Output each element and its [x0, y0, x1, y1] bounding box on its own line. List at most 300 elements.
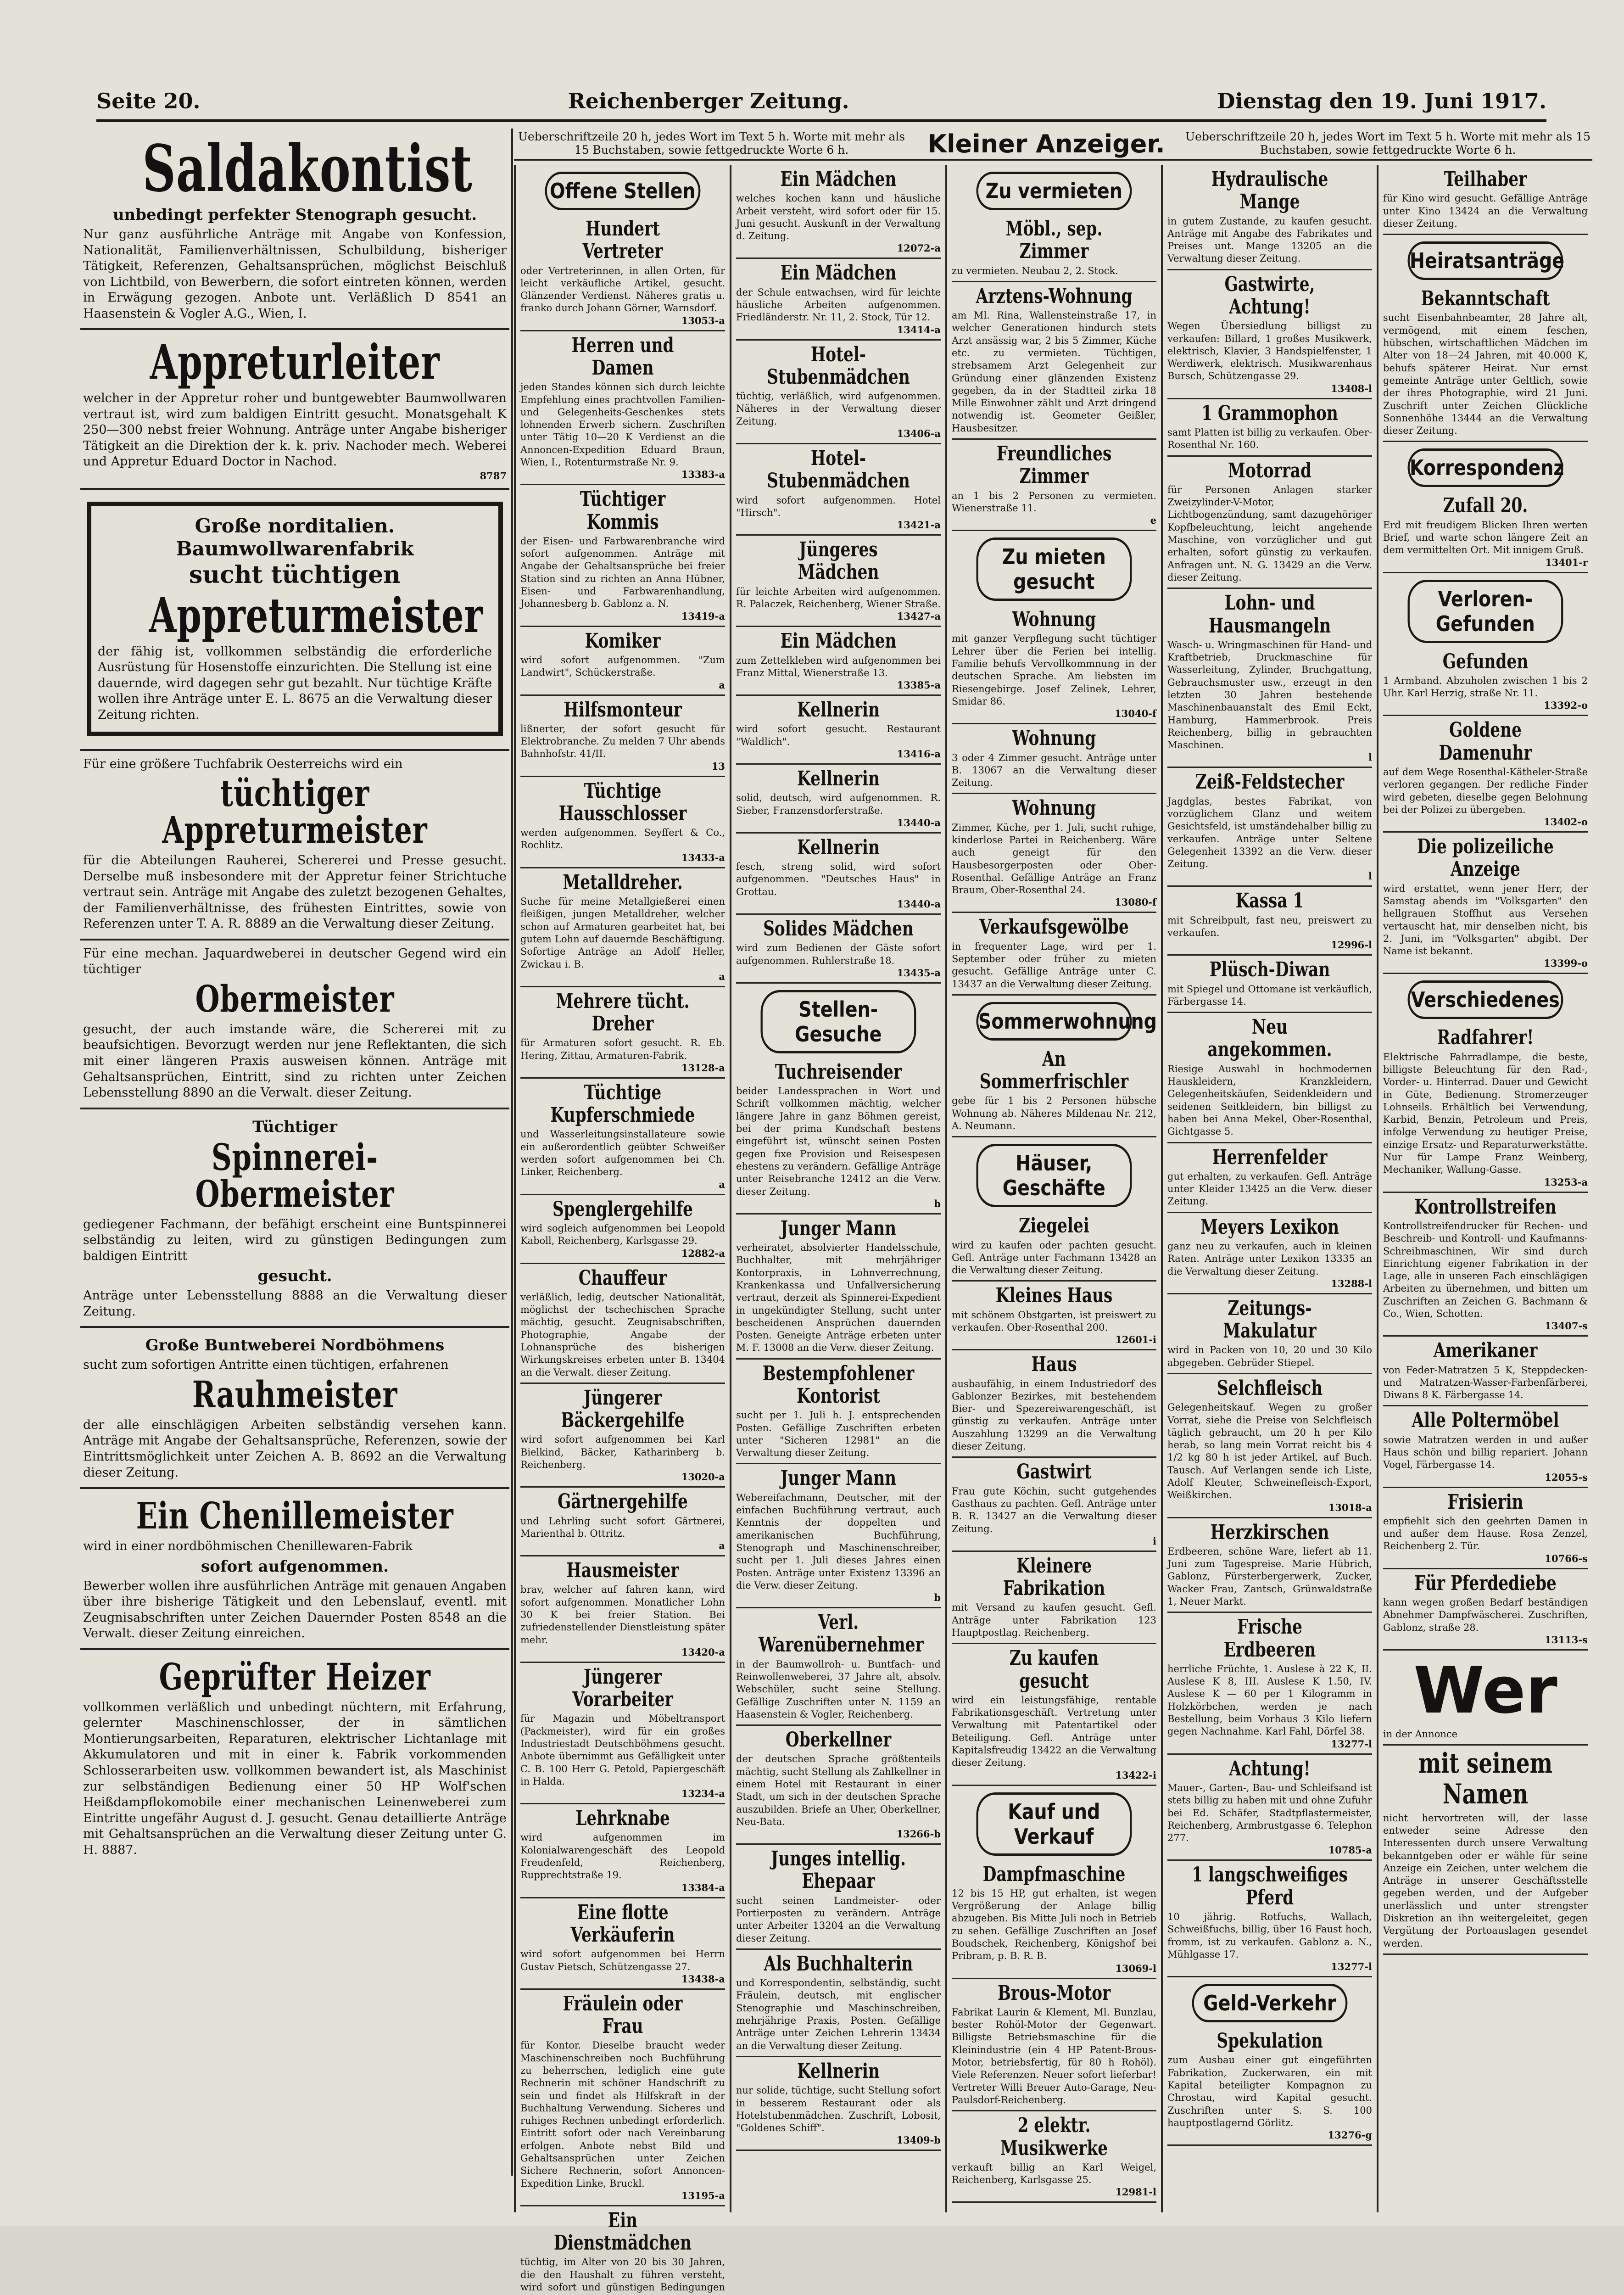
classified-heading: Tüchtiger Kommis [580, 487, 666, 534]
classified-heading: Gefunden [1442, 649, 1529, 673]
classified-heading: Jüngerer Vorarbeiter [572, 1665, 673, 1712]
classified-code: a [719, 679, 725, 691]
classified-ad [952, 1979, 1156, 2112]
classified-ad [1167, 1613, 1372, 1754]
section-heading: Verschiedenes [1408, 980, 1563, 1019]
classified-text: mit Spiegel und Ottomane ist verkäuflich, Färbergasse 14. [1167, 983, 1372, 1007]
classified-heading: Kleines Haus [995, 1284, 1113, 1308]
classified-ad [1167, 1374, 1372, 1518]
classified-text: mit schönem Obstgarten, ist preiswert zu verkaufen. Ober-Rosenthal 200. [952, 1309, 1156, 1333]
classified-ad [520, 1079, 725, 1195]
classified-heading: Wer [1413, 1653, 1557, 1728]
classified-ad [952, 1350, 1156, 1458]
classified-text: in frequenter Lage, wird per 1. September oder früher zu mieten gesucht. Gefällige Anträge unter C. 13437 an die Verwaltung dieser Zeitung. [952, 940, 1156, 990]
column-rule [511, 129, 513, 2176]
classified-ad [736, 1215, 941, 1360]
classified-code: 12981-l [1115, 2186, 1156, 2198]
classified-heading: Zeiß-Feldstecher [1195, 770, 1345, 794]
classified-ad [520, 1195, 725, 1264]
ad-text2: Anträge unter Lebensstellung 8888 an die Verwaltung dieser Zeitung. [83, 1288, 507, 1319]
classified-heading: Oberkellner [785, 1728, 892, 1752]
classified-heading: Kassa 1 [1235, 889, 1304, 913]
classified-text: nicht hervortreten will, der lasse entweder seine Adresse den Interessenten durch unsere Verwaltung bekanntgeben oder er wähle für seine Anzeige ein Zeichen, unter welchem die Anträge in unserer Geschäftsstelle gegeben werden, und der Aufgeber unerlässlich und unter strengster Diskretion an ihn weitergeleitet, gegen Vergütung der Portoauslagen gesendet werden. [1383, 1812, 1588, 1949]
ad-intro: Für eine größere Tuchfabrik Oesterreichs wird ein [83, 756, 403, 771]
classified-ad [736, 536, 941, 627]
classified-heading: Eine flotte Verkäuferin [570, 1900, 675, 1947]
ad-text: für die Abteilungen Rauherei, Schererei und Presse gesucht. Derselbe muß insbesondere mit der Appretur feiner Strichtuche vertraut sein. Anträge mit Angabe des zuletzt bezogenen Gehaltes, der Familienverhältnisse, des frühesten Eintrittes, sowie von Referenzen unter T. A. R. 8889 an die Verwaltung dieser Zeitung. [83, 853, 507, 931]
ad-subtitle: unbedingt perfekter Stenograph gesucht. [112, 206, 477, 224]
classified-ad [736, 2057, 941, 2151]
ad-rauhmeister [80, 1328, 509, 1489]
classified-heading: Achtung! [1229, 1757, 1311, 1780]
classified-ad [1167, 2027, 1372, 2146]
classified-ad [1383, 648, 1588, 716]
classified-code: 13383-a [681, 469, 725, 481]
classified-ad [952, 605, 1156, 724]
classified-text: wird aufgenommen im Kolonialwarengeschäft des Leopold Freudenfeld, Reichenberg, Rupprechtstraße 19. [520, 1832, 725, 1881]
classified-text: verläßlich, ledig, deutscher Nationalität, möglichst der tschechischen Sprache mächtig, gesucht. Zeugnisabschriften, Photographie, Angabe der Lohnansprüche des bisherigen Wirkungskreises erbeten unter B. 13404 an die Verwalt. dieser Zeitung. [520, 1291, 725, 1378]
classified-heading: Haus [1031, 1353, 1077, 1377]
classified-heading: 1 langschweifiges Pferd [1192, 1863, 1348, 1909]
ad-chenillemeister [80, 1489, 509, 1650]
newspaper-title: Reichenberger Zeitung. [568, 89, 849, 113]
ad-intro: Für eine mechan. Jaquardweberei in deutscher Gegend wird ein tüchtiger [83, 946, 507, 977]
classified-heading: 2 elektr. Musikwerke [1000, 2114, 1108, 2160]
price-notice-right: Ueberschriftzeile 20 h, jedes Wort im Text 5 h. Worte mit mehr als 15 Buchstaben, sowie fettgedruckte Worte 6 h. [1183, 129, 1592, 161]
classified-code: 13433-a [681, 851, 725, 863]
classified-code: 13438-a [681, 1973, 725, 1985]
classified-code: 13401-r [1545, 556, 1588, 568]
classified-text: wird sofort aufgenommen bei Karl Bielkind, Bäcker, Katharinberg b. Reichenberg. [520, 1434, 725, 1470]
classified-text: ausbaufähig, in einem Industriedorf des Gablonzer Bezirkes, mit bestehendem Bier- und Spezereiwarengeschäft, ist günstig zu verkaufen. Anträge unter Auszahlung 13299 an die Verwaltung dieser Zeitung. [952, 1378, 1156, 1452]
classified-text: für leichte Arbeiten wird aufgenommen. R. Palaczek, Reichenberg, Wiener Straße. [736, 586, 941, 610]
classified-ad [736, 627, 941, 696]
section-heading: Stellen-Gesuche [761, 990, 916, 1053]
classified-heading: Brous-Motor [997, 1981, 1111, 2005]
classified-code: 13276-g [1328, 2129, 1372, 2141]
classified-code: 13406-a [897, 428, 941, 440]
classified-ad [952, 913, 1156, 995]
classifieds [514, 129, 1592, 2293]
ad-strong: sofort aufgenommen. [201, 1557, 389, 1576]
classified-text: werden aufgenommen. Seyffert & Co., Rochlitz. [520, 827, 725, 851]
issue-date: Dienstag den 19. Juni 1917. [1217, 89, 1546, 113]
classified-column-2 [730, 165, 945, 2212]
classified-heading: Goldene Damenuhr [1439, 718, 1532, 765]
classified-text: Suche für meine Metallgießerei einen fleißigen, jungen Metalldreher, welcher schon auf Armaturen gearbeitet hat, bei gutem Lohn auf dauernde Beschäftigung. Sofortige Anträge an Adolf Heller, Zwickau i. B. [520, 896, 725, 970]
classified-heading: Lehrknabe [575, 1807, 670, 1830]
ad-tuechtiger-appreturmeister [80, 751, 509, 940]
section-heading: Zu vermieten [977, 172, 1132, 210]
classified-text: empfiehlt sich den geehrten Damen in und außer dem Hause. Rosa Zenzel, Reichenberg 2. Tür. [1383, 1515, 1588, 1552]
classified-text: Webereifachmann, Deutscher, mit der einfachen Buchführung vertraut, auch Kenntnis der doppelten und amerikanischen Buchführung, Stenograph und Maschinenschreiber, sucht per 1. Juli dieses Jahres einen Posten. Anträge unter Existenz 13396 an die Verw. dieser Zeitung. [736, 1492, 941, 1591]
classified-text: und Wasserleitungsinstallateure sowie ein außerordentlich geübter Schweißer werden sofort aufgenommen bei Ch. Linker, Reichenberg. [520, 1129, 725, 1178]
classified-ad [1383, 1024, 1588, 1192]
classified-heading: Teilhaber [1444, 168, 1527, 191]
classified-code: 13409-b [896, 2134, 941, 2146]
classified-code: 13 [711, 760, 725, 772]
classified-heading: Hotel-Stubenmädchen [767, 447, 910, 493]
classified-heading: Alle Poltermöbel [1412, 1409, 1559, 1433]
classified-heading: Jüngerer Bäckergehilfe [561, 1386, 685, 1433]
classifieds-header [514, 129, 1592, 161]
classified-code: e [1150, 515, 1156, 526]
classified-text: fesch, streng solid, wird sofort aufgenommen. "Deutsches Haus" in Grottau. [736, 861, 941, 897]
classified-code: 13420-a [681, 1646, 725, 1658]
classified-text: wird in Packen von 10, 20 und 30 Kilo abgegeben. Gebrüder Stiepel. [1167, 1344, 1372, 1368]
classified-heading: Wohnung [1012, 608, 1096, 632]
classified-heading: Wohnung [1012, 727, 1096, 750]
classified-ad [952, 794, 1156, 913]
classified-code: 13253-a [1544, 1176, 1588, 1188]
classified-code: b [934, 1198, 941, 1209]
classified-ad [520, 2206, 725, 2295]
section-heading: Häuser, Geschäfte [977, 1144, 1132, 1207]
page-number: Seite 20. [96, 89, 201, 113]
classified-ad [520, 868, 725, 987]
ad-title: tüchtiger Appreturmeister [162, 772, 428, 852]
classified-text: und Lehrling sucht sofort Gärtnerei, Marienthal b. Ottritz. [520, 1515, 725, 1539]
classified-code: 13020-a [681, 1471, 725, 1483]
classified-ad [736, 765, 941, 834]
ad-text: vollkommen verläßlich und unbedingt nüchtern, mit Erfahrung, gelernter Maschinenschlosser, der in sämtlichen Montierungsarbeiten, Reparaturen, elektrischer Lichtanlage mit Akkumulatoren und mit in einer k. Fabrik vorkommenden Schlosserarbeiten usw. vollkommen bewandert ist, als Maschinist zur selbständigen Bedienung einer 50 HP Wolf'schen Heißdampflokomobile einer mechanischen Leinenweberei zum Eintritte ungefähr August d. J. gesucht. Genau detaillierte Anträge mit Gehaltsansprüchen an die Verwaltung dieser Zeitung unter G. H. 8887. [83, 1700, 507, 1857]
classified-ad [952, 282, 1156, 440]
classified-heading: Herrenfelder [1212, 1145, 1328, 1169]
classified-heading: Arztens-Wohnung [976, 284, 1133, 308]
classified-text: mit Schreibpult, fast neu, preiswert zu verkaufen. [1167, 914, 1372, 939]
classified-ad [952, 2111, 1156, 2203]
classified-code: 13414-a [897, 324, 941, 336]
ad-text: Nur ganz ausführliche Anträge mit Angabe von Konfession, Nationalität, Familienverhältnissen, Schulbildung, bisheriger Tätigkeit, Referenzen, Gehaltsansprüchen, möglichst Beischluß von Lichtbild, von Bewerbern, die sofort eintreten können, werden in Erwägung gezogen. Anbote unt. Verläßlich D 8541 an Haasenstein & Vogler A.G., Wien, I. [83, 227, 507, 321]
classified-ad [1167, 165, 1372, 270]
classified-ad [952, 215, 1156, 282]
classified-code: 13277-l [1331, 1738, 1372, 1750]
classified-text: brav, welcher auf fahren kann, wird sofort aufgenommen. Monatlicher Lohn 30 K bei freier Station. Bei zufriedenstellender Dienstleistung später mehr. [520, 1584, 725, 1646]
classified-code: 13440-a [897, 817, 941, 828]
classified-ad [952, 1282, 1156, 1350]
classified-text: und Korrespondentin, selbständig, sucht Fräulein, deutsch, mit englischer Stenographie und Maschinschreiben, mehrjährige Praxis, Posten. Gefällige Anträge unter Zeichen Lehrerin 13434 an die Verwaltung dieser Zeitung. [736, 1977, 941, 2051]
classified-ad [952, 1552, 1156, 1644]
classified-heading: Dampfmaschine [982, 1862, 1126, 1886]
classified-code: 13416-a [897, 748, 941, 760]
classified-code: 13435-a [897, 967, 941, 979]
classified-heading: Ein Mädchen [780, 629, 897, 653]
classified-text: an 1 bis 2 Personen zu vermieten. Wienerstraße 11. [952, 490, 1156, 514]
classified-heading: Zu kaufen gesucht [1009, 1646, 1099, 1693]
classified-heading: Motorrad [1228, 459, 1312, 482]
classified-text: in der Baumwollroh- u. Buntfach- und Reinwollenweberei, 37 Jahre alt, absolv. Webschüler, sucht seine Stellung. Gefällige Zuschriften unter N. 1159 an Haasenstein & Vogler, Reichenberg. [736, 1658, 941, 1720]
classified-code: 10766-s [1545, 1552, 1588, 1564]
classified-ad [1383, 1488, 1588, 1569]
classified-heading: Kontrollstreifen [1414, 1195, 1557, 1219]
classified-text: ganz neu zu verkaufen, auch in kleinen Raten. Anträge unter Lexikon 13335 an die Verwaltung dieser Zeitung. [1167, 1240, 1372, 1277]
classified-text: wird sofort gesucht. Restaurant "Waldlich". [736, 723, 941, 747]
classified-code: 12055-s [1545, 1471, 1588, 1483]
classified-heading: Spenglergehilfe [552, 1197, 693, 1221]
classified-code: 13018-a [1328, 1501, 1372, 1513]
section-heading: Sommerwohnung [977, 1002, 1132, 1041]
classified-ad [1167, 1013, 1372, 1143]
classified-ad [952, 1045, 1156, 1137]
classified-code: 10785-a [1328, 1844, 1372, 1856]
boxed-line1: Große norditalien. Baumwollwarenfabrik [176, 515, 414, 560]
classified-heading: Junges intellig. Ehepaar [771, 1847, 906, 1893]
classified-heading: Zeitungs-Makulatur [1223, 1296, 1317, 1343]
classified-ad [1383, 1651, 1588, 1746]
classified-heading: Tüchtige Kupferschmiede [550, 1080, 695, 1127]
classified-heading: Für Pferdediebe [1414, 1571, 1557, 1595]
classified-columns [514, 165, 1592, 2293]
classified-text: zum Zettelkleben wird aufgenommen bei Franz Mittal, Wienerstraße 13. [736, 655, 941, 678]
classified-text: Mauer-, Garten-, Bau- und Schleifsand ist stets billig zu haben mit und ohne Zufuhr bei Ed. Schäfer, Stadtpflastermeister, Reichenberg, Armbrustgasse 6. Telephon 277. [1167, 1782, 1372, 1844]
ad-intro: wird in einer nordböhmischen Chenillewaren-Fabrik [83, 1539, 413, 1554]
classified-code: 13427-a [897, 610, 941, 622]
classified-heading: Ziegelei [1019, 1214, 1089, 1238]
classified-text: verkauft billig an Karl Weigel, Reichenberg, Karlsgasse 25. [952, 2161, 1156, 2186]
ad-intro: Tüchtiger [252, 1117, 337, 1136]
classified-ad [520, 1264, 725, 1384]
classified-heading: Kellnerin [797, 698, 880, 722]
classified-ad [1383, 165, 1588, 235]
classified-heading: Amerikaner [1433, 1339, 1538, 1363]
classified-ad [1167, 1755, 1372, 1861]
classified-ad [736, 915, 941, 984]
classified-ad [736, 444, 941, 536]
classified-text: Riesige Auswahl in hochmodernen Hauskleidern, Kranzkleidern, Gelegenheitskäufen, Seidenkleidern und seidenen Seitkleidern, bin billigst zu haben bei Anna Mekel, Ober-Rosenthal, Gichtgasse 5. [1167, 1063, 1372, 1137]
classified-code: a [719, 1178, 725, 1190]
classified-ad [520, 1556, 725, 1663]
classified-text: 3 oder 4 Zimmer gesucht. Anträge unter B. 13067 an die Verwaltung dieser Zeitung. [952, 752, 1156, 789]
classified-ad [952, 440, 1156, 531]
classified-heading: Verkaufsgewölbe [979, 915, 1129, 939]
classified-ad [520, 215, 725, 331]
classified-ad [520, 1804, 725, 1898]
ad-text: welcher in der Appretur roher und buntgewebter Baumwollwaren vertraut ist, wird zum baldigen Eintritt gesucht. Monatsgehalt K 250—300 nebst freier Wohnung. Anträge unter Angabe bisheriger Tätigkeit an die Direktion der k. k. priv. Nachoder mech. Weberei und Appretur Eduard Doctor in Nachod. [83, 391, 507, 469]
classified-ad [736, 341, 941, 444]
classified-text: in der Annonce [1383, 1728, 1458, 1740]
ad-title: Geprüfter Heizer [159, 1655, 431, 1698]
boxed-line2: sucht tüchtigen [189, 560, 401, 589]
classified-ad [736, 696, 941, 765]
classified-ad [736, 1608, 941, 1726]
classified-code: 13040-f [1115, 708, 1156, 720]
running-head [96, 83, 1546, 122]
classified-code: 13128-a [681, 1062, 725, 1074]
classified-ad [520, 696, 725, 777]
classified-code: a [719, 1540, 725, 1552]
classified-code: 13080-f [1115, 896, 1156, 908]
classified-heading: Ein Mädchen [780, 168, 897, 191]
ad-appreturleiter [80, 330, 509, 490]
classified-ad [952, 1644, 1156, 1786]
ad-title: Appreturmeister [149, 587, 483, 644]
section-heading: Heiratsanträge [1408, 241, 1563, 280]
boxed-ad [87, 502, 503, 736]
classified-code: 13392-o [1544, 700, 1588, 711]
ad-code: 8787 [480, 470, 507, 482]
classified-code: 13069-l [1115, 1962, 1156, 1974]
classified-heading: Kellnerin [797, 2059, 880, 2083]
classified-ad [1167, 1213, 1372, 1294]
classified-text: gebe für 1 bis 2 Personen hübsche Wohnung ab. Näheres Mildenau Nr. 212, A. Neumann. [952, 1095, 1156, 1132]
classified-ad [520, 1990, 725, 2206]
classified-code: 13421-a [897, 519, 941, 531]
classified-text: sucht per 1. Juli h. J. entsprechenden Posten. Gefällige Zuschriften erbeten unter "Sicheren 12981" an die Verwaltung dieser Zeitung. [736, 1410, 941, 1459]
classified-ad [1167, 1518, 1372, 1613]
classified-ad [1167, 1143, 1372, 1213]
classified-text: wird sogleich aufgenommen bei Leopold Kaboll, Reichenberg, Karlsgasse 29. [520, 1222, 725, 1247]
classifieds-title: Kleiner Anzeiger. [909, 129, 1183, 161]
classified-code: l [1368, 870, 1372, 882]
classified-ad [1167, 589, 1372, 768]
classified-heading: Kellnerin [797, 835, 880, 859]
classified-text: wird erstattet, wenn jener Herr, der Samstag abends im "Volksgarten" den hellgrauen Stoffhut aus Versehen vertauscht hat, mir denselben nicht, bis 2. Juni, im "Volksgarten" abgibt. Der Name ist bekannt. [1383, 883, 1588, 957]
classified-text: solid, deutsch, wird aufgenommen. R. Sieber, Franzensdorferstraße. [736, 792, 941, 816]
classified-text: Fabrikat Laurin & Klement, Ml. Bunzlau, bester Rohöl-Motor der Gegenwart. Billigste Betriebsmaschine für die Kleinindustrie (ein 4 HP Patent-Brous-Motor, betriebsfertig, für 80 h Rohöl). Viele Referenzen. Neuer sofort lieferbar! Vertreter Willi Breuer Auto-Garage, Neu-Paulsdorf-Reichenberg. [952, 2006, 1156, 2105]
classified-ad [1167, 270, 1372, 399]
classified-heading: Hotel-Stubenmädchen [767, 342, 910, 389]
classified-ad [736, 1845, 941, 1950]
classified-heading: Die polizeiliche Anzeige [1417, 835, 1554, 881]
section-heading: Verloren-Gefunden [1408, 580, 1563, 643]
classified-heading: Komiker [585, 629, 661, 653]
classified-ad [520, 485, 725, 627]
ad-title: Spinnerei-Obermeister [195, 1135, 395, 1215]
classified-code: 13385-a [897, 679, 941, 691]
classified-heading: Möbl., sep. Zimmer [1005, 217, 1103, 263]
classified-heading: Chauffeur [578, 1266, 667, 1290]
classified-text: für Kontor. Dieselbe braucht weder Maschinenschreiben noch Buchführung zu beherrschen, lediglich eine gute Rechnerin mit schöner Handschrift zu sein und findet als Hilfskraft in der Buchhaltung Verwendung. Sicheres und ruhiges Rechnen unbedingt erforderlich. Eintritt sofort oder nach Vereinbarung erfolgen. Anbote nebst Bild und Gehaltsansprüchen unter Zeichen Sichere Rechnerin, sofort Annoncen-Expedition Linke, Bruckl. [520, 2040, 725, 2189]
classified-ad [736, 1950, 941, 2057]
classified-code: 13407-s [1545, 1320, 1588, 1332]
classified-code: 13277-l [1331, 1961, 1372, 1973]
classified-heading: Gastwirte, Achtung! [1224, 272, 1315, 319]
classified-heading: Frische Erdbeeren [1223, 1615, 1316, 1662]
classified-ad [1383, 492, 1588, 573]
classified-heading: Frisierin [1447, 1490, 1524, 1514]
classified-text: der deutschen Sprache größtenteils mächtig, sucht Stellung als Zahlkellner in einem Hotel mit Restaurant in einer Stadt, um sich in der deutschen Sprache auszubilden. Briefe an Uher, Oberkellner, Neu-Bata. [736, 1753, 941, 1827]
classified-text: für Magazin und Möbeltransport (Packmeister), wird für ein großes Industriestadt Deutschböhmens gesucht. Anbote übernimmt aus Gefälligkeit unter C. B. 100 Herr G. Petold, Papiergeschäft in Halda. [520, 1713, 725, 1787]
classified-text: tüchtig, verläßlich, wird aufgenommen. Näheres in der Verwaltung dieser Zeitung. [736, 391, 941, 427]
classified-heading: Ein Dienstmädchen [554, 2208, 692, 2255]
classified-text: tüchtig, im Alter von 20 bis 30 Jahren, die den Haushalt zu führen versteht, wird sofort und günstigen Bedingungen [520, 2256, 725, 2293]
classified-code: 13384-a [681, 1881, 725, 1893]
classified-heading: Verl. Warenübernehmer [759, 1611, 924, 1657]
classified-text: kann wegen großen Bedarf beständigen Abnehmer Dampfwäscherei. Zuschriften, Gablonz, straße 28. [1383, 1597, 1588, 1633]
classified-text: wird sofort aufgenommen. "Zum Landwirt", Schückerstraße. [520, 654, 725, 678]
classified-ad [1383, 1193, 1588, 1337]
classified-ad [952, 724, 1156, 794]
classified-text: für Personen Anlagen starker Zweizylinder-V-Motor, Lichtbogenzündung, samt dazugehöriger Kopfbeleuchtung, leicht angehende Maschine, von vorzüglicher und gut erhalten, sofort günstig zu verkaufen. Anfragen unt. N. G. 13429 an die Verw. dieser Zeitung. [1167, 484, 1372, 583]
classified-heading: Solides Mädchen [763, 917, 914, 941]
classified-ad [1167, 768, 1372, 887]
classified-ad [736, 1464, 941, 1608]
classified-text: Kontrollstreifendrucker für Rechen- und Beschreib- und Kontroll- und Kaufmanns- Schreibmaschinen, Wir sind durch Einrichtung eigener Fabrikation in der Lage, alle in unseren Fach einschlägigen Arbeiten zu übernehmen, und bitten um Zuschriften an Zeichen G. Bachmann & Co., Wien, Schotten. [1383, 1220, 1588, 1320]
classified-ad [952, 1458, 1156, 1551]
classified-heading: Hilfsmonteur [564, 698, 682, 722]
classified-text: beider Landessprachen in Wort und Schrift vollkommen mächtig, welcher längere Jahre in ganz Böhmen gereist, bei der prima Kundschaft bestens eingeführt ist, wünscht seinen Posten gegen fixe Provision und Reisespesen ehestens zu verändern. Gefällige Anträge unter Reisebranche 12412 an die Verw. dieser Zeitung. [736, 1086, 941, 1197]
classified-text: 1 Armband. Abzuholen zwischen 1 bis 2 Uhr. Karl Herzig, straße Nr. 11. [1383, 675, 1588, 699]
classified-ad [520, 1898, 725, 1990]
classified-text: für Kino wird gesucht. Gefällige Anträge unter Kino 13424 an die Verwaltung dieser Zeitung. [1383, 193, 1588, 229]
ad-strong: gesucht. [257, 1267, 332, 1286]
classified-heading: Meyers Lexikon [1200, 1215, 1339, 1239]
classified-heading: Neu angekommen. [1207, 1015, 1332, 1062]
ad-saldakontist [80, 129, 509, 330]
ad-intro: Große Buntweberei Nordböhmens [145, 1336, 445, 1355]
classified-text: der Schule entwachsen, wird für leichte häusliche Arbeiten aufgenommen. Friedländerstr. Nr. 11, 2. Stock, Tür 12. [736, 286, 941, 323]
classified-ad [1383, 1406, 1588, 1488]
ad-title: Obermeister [195, 977, 395, 1020]
classified-text: verheiratet, absolvierter Handelsschule, Buchhalter, mit mehrjähriger Kontorpraxis, in Lohnverrechnung, Krankenkassa und Unfallversicherung vertraut, derzeit als Spinnerei-Expedient in ungekündigter Stellung, sucht unter bescheidenen Ansprüchen dauernden Posten. Geneigte Anträge erbeten unter M. F. 13008 an die Verw. dieser Zeitung. [736, 1242, 941, 1354]
classified-text: in gutem Zustande, zu kaufen gesucht. Anträge mit Angabe des Fabrikates und Preises unt. Mange 13205 an die Verwaltung dieser Zeitung. [1167, 215, 1372, 264]
classified-code: 13113-s [1545, 1634, 1588, 1646]
classified-ad [1383, 1569, 1588, 1651]
classified-ad [1167, 887, 1372, 956]
ad-text: Bewerber wollen ihre ausführlichen Anträge mit genauen Angaben über ihre bisherige Tätigkeit und den Lebenslauf, eventl. mit Zeugnisabschriften unter Zeichen Dauernder Posten 8548 an die Verwalt. dieser Zeitung einreichen. [83, 1579, 507, 1641]
ad-title: Appreturleiter [150, 334, 440, 391]
classified-ad [520, 777, 725, 868]
price-notice-left: Ueberschriftzeile 20 h, jedes Wort im Text 5 h. Worte mit mehr als 15 Buchstaben, sowie fettgedruckte Worte 6 h. [514, 129, 909, 161]
classified-heading: Selchfleisch [1217, 1376, 1323, 1400]
classified-text: Elektrische Fahrradlampe, die beste, billigste Beleuchtung für den Rad-, Vorder- u. Hinterrad. Dauer und Gewicht in Güte, Bedienung. Stromerzeuger Lohnseils. Erhältlich bei Verwendung, Karbid, Benzin, Petroleum und Preis, infolge Verwendung zu heutiger Preise, einzige Ersatz- und Reparaturwerkstätte. Nur für Lampe Franz Weinberg, Mechaniker, Wallung-Gasse. [1383, 1051, 1588, 1175]
classified-text: 12 bis 15 HP, gut erhalten, ist wegen Vergrößerung der Anlage billig abzugeben. Bis Mitte Juli noch in Betrieb zu sehen. Gefällige Zuschriften an Josef Boudschek, Reichenberg, Königshof bei Pribram, p. B. R. B. [952, 1887, 1156, 1962]
classified-text: herrliche Früchte, 1. Auslese à 22 K, II. Auslese K 8, III. Auslese K 1.50, IV. Auslese K — 60 per 1 Kilogramm in Holzkörbchen, werden je nach Bestellung, beim Vorhaus 3 Kilo liefern gegen Nachnahme. Karl Fahl, Dörfel 38. [1167, 1663, 1372, 1737]
classified-text: wird zu kaufen oder pachten gesucht. Gefl. Anträge unter Fachmann 13428 an die Verwaltung dieser Zeitung. [952, 1239, 1156, 1276]
ad-text: gesucht, der auch imstande wäre, die Schererei mit zu beaufsichtigen. Bevorzugt werden nur jene Reflektanten, die sich mit einer längeren Praxis ausweisen können. Anträge mit Gehaltsansprüchen, Eintritt, sind zu richten unter Zeichen Lebensstellung 8890 an die Verwalt. dieser Zeitung. [83, 1022, 507, 1100]
classified-text: am Ml. Rina, Wallensteinstraße 17, in welcher Generationen hindurch stets Arzt ansässig war, 2 bis 5 Zimmer, Küche etc. zu vermieten. Tüchtigen, strebsamem Arzt Gelegenheit zur Gründung einer glänzenden Existenz gegeben, da in der Stadtteil zirka 18 Mille Einwohner zählt und Arzt dringend notwendig ist. Geometer Geißler, Hausbesitzer. [952, 310, 1156, 434]
classified-text: nur solide, tüchtige, sucht Stellung sofort in besserem Restaurant oder als Hotelstubenmädchen. Zuschrift, Lobosit, "Goldenes Schiff". [736, 2085, 941, 2134]
classified-heading: Junger Mann [780, 1216, 897, 1240]
classified-code: 13440-a [897, 898, 941, 910]
classified-text: wird sofort aufgenommen. Hotel "Hirsch". [736, 494, 941, 518]
classified-code: 13402-o [1544, 816, 1588, 828]
ad-heizer [80, 1650, 509, 1864]
classified-text: Erd mit freudigem Blicken Ihren werten Brief, und warte schon längere Zeit an dem vermittelten Ort. Mit innigem Gruß. [1383, 519, 1588, 556]
classified-ad [1167, 1861, 1372, 1977]
classified-code: b [934, 1592, 941, 1604]
classified-heading: Spekulation [1217, 2029, 1323, 2053]
classified-code: 13422-i [1115, 1769, 1156, 1781]
classified-text: samt Platten ist billig zu verkaufen. Ober-Rosenthal Nr. 160. [1167, 427, 1372, 451]
classified-heading: Bestempfohlener Kontorist [762, 1361, 915, 1408]
classified-text: Jagdglas, bestes Fabrikat, von vorzüglichem Glanz und weitem Gesichtsfeld, ist umständehalber billig zu verkaufen. Anträge unter Seltene Gelegenheit 13392 an die Verw. dieser Zeitung. [1167, 795, 1372, 870]
classified-heading: An Sommerfrischler [979, 1047, 1129, 1094]
classified-heading: Bekanntschaft [1421, 287, 1550, 311]
classified-text: gut erhalten, zu verkaufen. Gefl. Anträge unter Kleider 13425 an die Verw. dieser Zeitung. [1167, 1170, 1372, 1207]
classified-ad [1383, 716, 1588, 833]
classified-text: sucht seinen Landmeister- oder Portierposten zu verändern. Anträge unter Arbeiter 13204 an die Verwaltung dieser Zeitung. [736, 1895, 941, 1944]
classified-code: 12996-l [1331, 939, 1372, 951]
classified-code: 13234-a [681, 1788, 725, 1800]
classified-text: sowie Matratzen werden in und außer Haus schön und billig repariert. Johann Vogel, Färbergasse 14. [1383, 1434, 1588, 1471]
classified-heading: Mehrere tücht. Dreher [556, 989, 690, 1036]
classified-ad [952, 1212, 1156, 1282]
classified-heading: Lohn- und Hausmangeln [1208, 591, 1331, 638]
classified-heading: Gärtnergehilfe [558, 1490, 688, 1514]
classified-ad [520, 987, 725, 1079]
classified-code: 13053-a [681, 314, 725, 326]
ad-title: Ein Chenillemeister [136, 1494, 454, 1538]
classified-ad [1383, 833, 1588, 974]
section-heading: Kauf und Verkauf [977, 1792, 1132, 1856]
classified-ad [1383, 1337, 1588, 1406]
classified-text: der Eisen- und Farbwarenbranche wird sofort aufgenommen. Anträge mit Angabe der Gehaltsansprüche bei freier Station sind zu richten an Anna Hübner, Eisen- und Farbwarenhandlung, Johannesberg b. Gablonz a. N. [520, 535, 725, 610]
classified-heading: Jüngeres Mädchen [798, 538, 879, 584]
classified-ad [1167, 1294, 1372, 1374]
classified-heading: Zufall 20. [1443, 494, 1528, 518]
classified-heading: Tüchtige Hausschlosser [558, 779, 687, 825]
